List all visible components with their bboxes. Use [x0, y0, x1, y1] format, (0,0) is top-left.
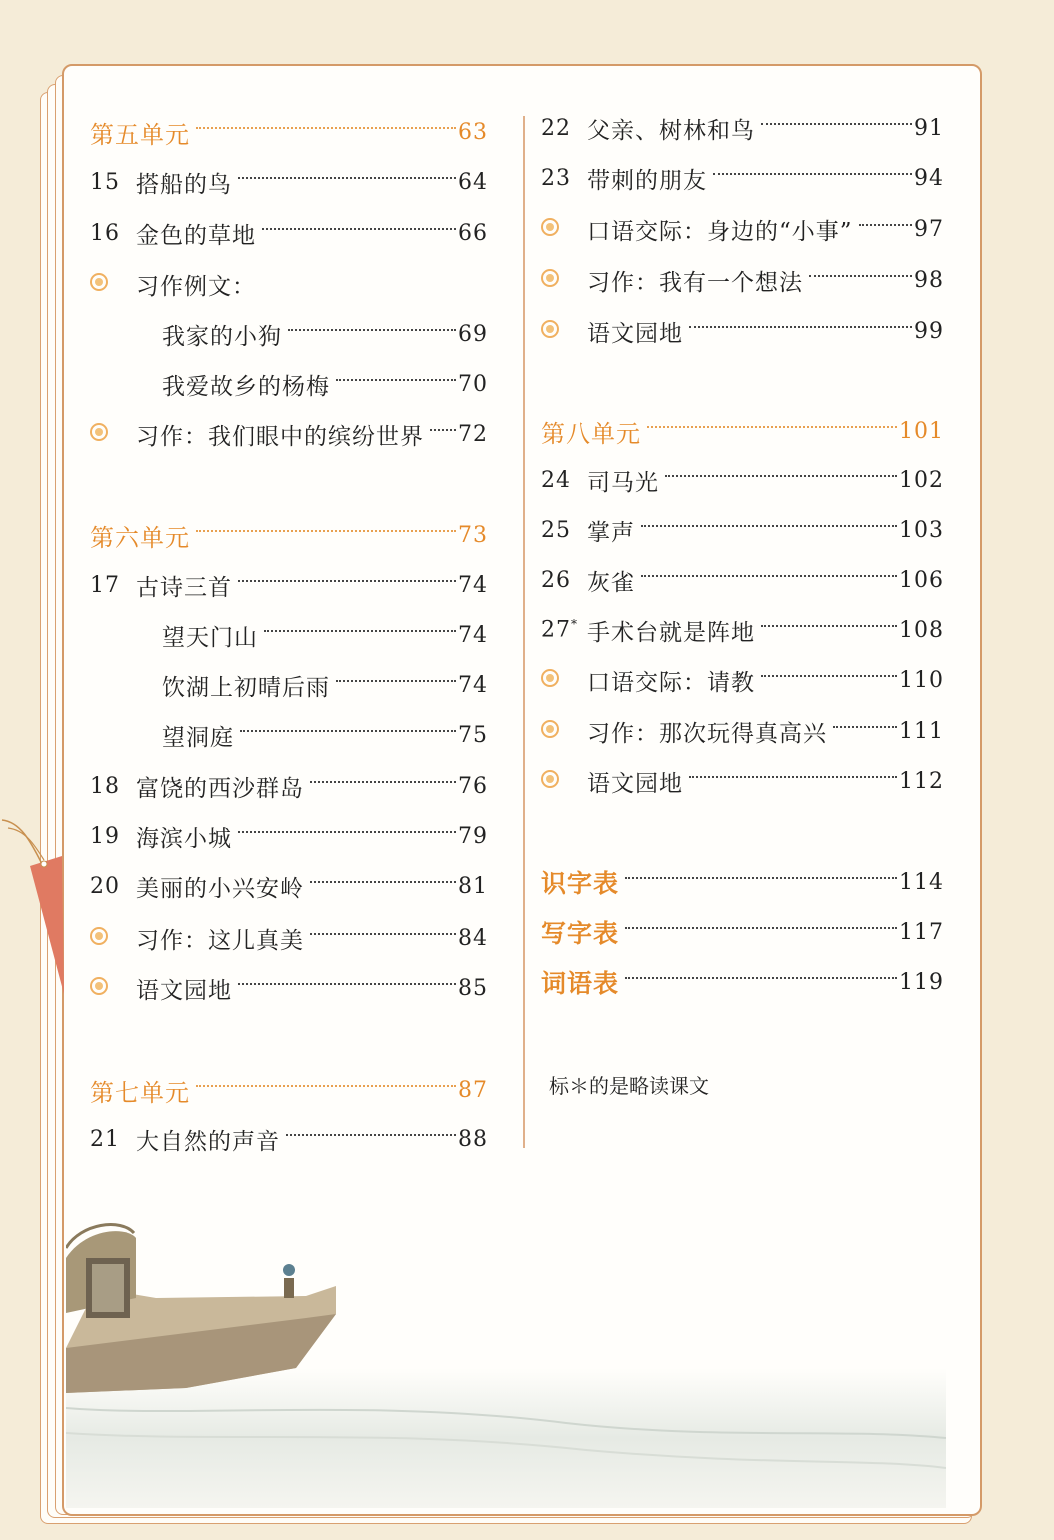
- dot-leader: [336, 680, 456, 682]
- entry-title: 第八单元: [541, 419, 641, 448]
- toc-entry: [162, 366, 488, 402]
- dot-leader: [310, 881, 456, 883]
- page-number: 76: [458, 773, 488, 799]
- circle-bullet-icon: [90, 975, 136, 1001]
- toc-entry: [541, 662, 944, 698]
- lesson-number: [90, 874, 136, 899]
- entry-title: 习作：这儿真美: [136, 927, 304, 954]
- lesson-number-text: 19: [90, 823, 120, 849]
- column-divider: [523, 116, 525, 1148]
- page-number: 119: [899, 969, 944, 995]
- dot-leader: [647, 426, 897, 428]
- toc-entry: [541, 612, 944, 648]
- toc-entry: [90, 868, 488, 904]
- page-number: 114: [899, 869, 944, 895]
- page-number: 97: [914, 216, 944, 242]
- entry-title: 习作：我们眼中的缤纷世界: [136, 423, 424, 450]
- toc-entry: [541, 211, 944, 247]
- lesson-number-text: 27: [541, 617, 571, 643]
- toc-entry: [541, 562, 944, 598]
- toc-entry: [541, 713, 944, 749]
- circle-bullet-icon: [541, 768, 587, 794]
- skim-reading-mark: *: [571, 617, 578, 632]
- toc-entry: [90, 215, 488, 251]
- entry-title: 识字表: [541, 869, 620, 898]
- page-number: 79: [458, 823, 488, 849]
- dot-leader: [310, 781, 456, 783]
- lesson-number-text: 21: [90, 1126, 120, 1152]
- entry-title: 父亲、树林和鸟: [587, 117, 755, 144]
- page-number: 70: [458, 371, 488, 397]
- dot-leader: [625, 877, 897, 879]
- dot-leader: [833, 726, 897, 728]
- page-number: 102: [899, 467, 944, 493]
- toc-entry: [162, 617, 488, 653]
- page-number: 101: [899, 418, 944, 444]
- page-number: 74: [458, 622, 488, 648]
- page-number: 81: [458, 873, 488, 899]
- entry-title: 大自然的声音: [136, 1128, 280, 1155]
- dot-leader: [310, 933, 456, 935]
- dot-leader: [761, 675, 897, 677]
- entry-title: 掌声: [587, 519, 635, 546]
- page-number: 106: [899, 567, 944, 593]
- dot-leader: [264, 630, 456, 632]
- entry-title: 语文园地: [136, 977, 232, 1004]
- dot-leader: [238, 831, 456, 833]
- toc-entry: [90, 818, 488, 854]
- dot-leader: [196, 530, 456, 532]
- page-number: 64: [458, 169, 488, 195]
- lesson-number: [90, 221, 136, 246]
- lesson-number-text: 26: [541, 567, 571, 593]
- lesson-number: [541, 518, 587, 543]
- dot-leader: [196, 127, 456, 129]
- entry-title: 望洞庭: [162, 724, 234, 751]
- dot-leader: [761, 123, 912, 125]
- lesson-number: [90, 1127, 136, 1152]
- dot-leader: [625, 977, 897, 979]
- dot-leader: [262, 228, 456, 230]
- entry-title: 习作：我有一个想法: [587, 269, 803, 296]
- unit-heading: [90, 517, 488, 553]
- entry-title: 金色的草地: [136, 222, 256, 249]
- entry-title: 习作例文：: [136, 273, 256, 300]
- page-number: 75: [458, 722, 488, 748]
- toc-entry: [90, 920, 488, 956]
- toc-entry: [90, 768, 488, 804]
- entry-title: 第七单元: [90, 1078, 190, 1107]
- lesson-number: [541, 468, 587, 493]
- entry-title: 美丽的小兴安岭: [136, 875, 304, 902]
- page-number: 66: [458, 220, 488, 246]
- entry-title: 口语交际：身边的“小事”: [587, 218, 853, 245]
- entry-title: 灰雀: [587, 569, 635, 596]
- page-number: 74: [458, 672, 488, 698]
- circle-bullet-icon: [541, 667, 587, 693]
- page-number: 117: [899, 919, 944, 945]
- dot-leader: [240, 730, 456, 732]
- dot-leader: [713, 173, 912, 175]
- lesson-number: [541, 116, 587, 141]
- table-entry: [541, 964, 944, 1000]
- entry-title: 词语表: [541, 969, 620, 998]
- lesson-number-text: 18: [90, 773, 120, 799]
- page-number: 84: [458, 925, 488, 951]
- table-entry: [541, 914, 944, 950]
- toc-entry: [541, 160, 944, 196]
- lesson-number-text: 25: [541, 517, 571, 543]
- dot-leader: [196, 1085, 456, 1087]
- bookmark-tag: [0, 800, 80, 1020]
- toc-entry: [162, 316, 488, 352]
- circle-bullet-icon: [90, 271, 136, 297]
- dot-leader: [809, 275, 912, 277]
- toc-entry: [541, 512, 944, 548]
- dot-leader: [689, 326, 912, 328]
- lesson-number: [541, 617, 587, 642]
- dot-leader: [689, 776, 897, 778]
- dot-leader: [665, 475, 897, 477]
- lesson-number-text: 15: [90, 169, 120, 195]
- page-number: 110: [899, 667, 944, 693]
- toc-entry: [162, 717, 488, 753]
- dot-leader: [641, 575, 897, 577]
- page-number: 98: [914, 267, 944, 293]
- toc-entry: [90, 416, 488, 452]
- lesson-number: [90, 774, 136, 799]
- toc-entry: [90, 164, 488, 200]
- lesson-number: [541, 568, 587, 593]
- lesson-number-text: 23: [541, 165, 571, 191]
- entry-title: 第五单元: [90, 120, 190, 149]
- entry-title: 饮湖上初晴后雨: [162, 674, 330, 701]
- page-number: 108: [899, 617, 944, 643]
- dot-leader: [761, 625, 897, 627]
- lesson-number: [90, 170, 136, 195]
- toc-entry: [541, 462, 944, 498]
- page-number: 111: [899, 718, 944, 744]
- entry-title: 语文园地: [587, 770, 683, 797]
- toc-entry: [541, 262, 944, 298]
- entry-title: 我家的小狗: [162, 323, 282, 350]
- entry-title: 古诗三首: [136, 574, 232, 601]
- lesson-number-text: 16: [90, 220, 120, 246]
- toc-entry: [541, 313, 944, 349]
- entry-title: 我爱故乡的杨梅: [162, 373, 330, 400]
- page-number: 88: [458, 1126, 488, 1152]
- dot-leader: [238, 580, 456, 582]
- toc-entry: [90, 970, 488, 1006]
- toc-entry: [90, 266, 488, 302]
- dot-leader: [430, 429, 456, 431]
- page-number: 91: [914, 115, 944, 141]
- note-text: 标＊的是略读课文: [549, 1074, 709, 1098]
- circle-bullet-icon: [541, 267, 587, 293]
- entry-title: 望天门山: [162, 624, 258, 651]
- page-number: 73: [458, 522, 488, 548]
- entry-title: 口语交际：请教: [587, 669, 755, 696]
- entry-title: 写字表: [541, 919, 620, 948]
- page-number: 74: [458, 572, 488, 598]
- entry-title: 习作：那次玩得真高兴: [587, 720, 827, 747]
- page-number: 87: [458, 1077, 488, 1103]
- entry-title: 搭船的鸟: [136, 171, 232, 198]
- entry-title: 语文园地: [587, 320, 683, 347]
- unit-heading: [90, 114, 488, 150]
- lesson-number: [90, 573, 136, 598]
- dot-leader: [859, 224, 912, 226]
- circle-bullet-icon: [90, 925, 136, 951]
- page-number: 94: [914, 165, 944, 191]
- page-number: 69: [458, 321, 488, 347]
- table-entry: [541, 864, 944, 900]
- lesson-number-text: 17: [90, 572, 120, 598]
- page-number: 72: [458, 421, 488, 447]
- circle-bullet-icon: [90, 421, 136, 447]
- lesson-number-text: 20: [90, 873, 120, 899]
- dot-leader: [286, 1134, 456, 1136]
- circle-bullet-icon: [541, 318, 587, 344]
- toc-entry: [541, 110, 944, 146]
- lesson-number-text: 22: [541, 115, 571, 141]
- dot-leader: [238, 177, 456, 179]
- dot-leader: [238, 983, 456, 985]
- dot-leader: [625, 927, 897, 929]
- lesson-number-text: 24: [541, 467, 571, 493]
- entry-title: 富饶的西沙群岛: [136, 775, 304, 802]
- entry-title: 手术台就是阵地: [587, 619, 755, 646]
- toc-entry: [90, 567, 488, 603]
- page-number: 63: [458, 119, 488, 145]
- unit-heading: [541, 413, 944, 449]
- page-number: 112: [899, 768, 944, 794]
- entry-title: 第六单元: [90, 523, 190, 552]
- dot-leader: [336, 379, 456, 381]
- dot-leader: [641, 525, 897, 527]
- page-number: 103: [899, 517, 944, 543]
- toc-entry: [541, 763, 944, 799]
- entry-title: 带刺的朋友: [587, 167, 707, 194]
- circle-bullet-icon: [541, 216, 587, 242]
- circle-bullet-icon: [541, 718, 587, 744]
- unit-heading: [90, 1072, 488, 1108]
- toc-entry: [162, 667, 488, 703]
- lesson-number: [90, 824, 136, 849]
- boat-illustration-image: [66, 1218, 946, 1508]
- toc-entry: [90, 1121, 488, 1157]
- entry-title: 司马光: [587, 469, 659, 496]
- lesson-number: [541, 166, 587, 191]
- dot-leader: [288, 329, 456, 331]
- entry-title: 海滨小城: [136, 825, 232, 852]
- page-number: 99: [914, 318, 944, 344]
- page-number: 85: [458, 975, 488, 1001]
